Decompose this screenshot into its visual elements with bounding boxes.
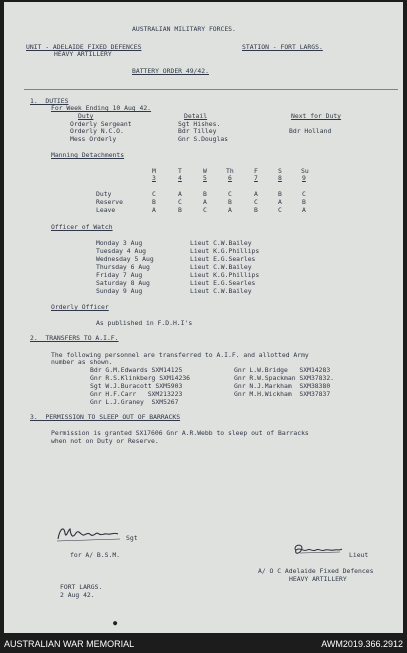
permission-line-1: Permission is granted SX17606 Gnr A.R.Webb to sleep out of Barracks	[51, 429, 309, 437]
date-header: 5	[203, 174, 207, 182]
manning-cell: B	[228, 198, 232, 206]
duty-detail: Bdr Tilley	[178, 127, 217, 135]
place: FORT LARGS.	[60, 583, 103, 591]
footer-accession: AWM2019.366.2912	[321, 639, 403, 649]
duty-name: Orderly Sergeant	[70, 120, 132, 128]
document-page	[4, 2, 403, 633]
orderly-officer-heading: Orderly Officer	[51, 303, 109, 311]
date-header: 8	[278, 174, 282, 182]
watch-officer: Lieut E.G.Searles	[190, 255, 256, 263]
manning-cell: B	[152, 198, 156, 206]
watch-day: Wednesday 5 Aug	[96, 255, 154, 263]
day-header: S	[278, 167, 282, 175]
day-header: M	[152, 167, 156, 175]
transfer-entry: Sgt W.J.Buracott SXM5903	[90, 382, 183, 390]
watch-officer: Lieut K.G.Phillips	[190, 271, 260, 279]
for-bsm-label: for A/ B.S.M.	[70, 551, 121, 559]
officer-signature	[290, 542, 346, 558]
watch-officer: Lieut C.W.Bailey	[190, 263, 252, 271]
manning-cell: B	[203, 190, 207, 198]
manning-row-label: Leave	[96, 206, 116, 214]
watch-officer: Lieut C.W.Bailey	[190, 239, 252, 247]
unit-line-2: HEAVY ARTILLERY	[54, 50, 112, 58]
ao-line-2: HEAVY ARTILLERY	[289, 575, 347, 583]
manning-row-label: Duty	[96, 190, 112, 198]
watch-heading: Officer of Watch	[51, 223, 113, 231]
manning-cell: C	[278, 206, 282, 214]
permission-line-2: when not on Duty or Reserve.	[51, 437, 159, 445]
date-header: 3	[152, 174, 156, 182]
manning-heading: Manning Detachments	[51, 151, 125, 159]
col-next: Next for Duty	[291, 112, 342, 120]
footer-source: AUSTRALIAN WAR MEMORIAL	[4, 639, 135, 649]
watch-day: Monday 3 Aug	[96, 239, 143, 247]
date-header: 4	[178, 174, 182, 182]
hole-punch-mark: ●	[113, 619, 118, 627]
watch-day: Thursday 6 Aug	[96, 263, 150, 271]
duties-heading: 1. DUTIES	[30, 97, 69, 105]
day-header: W	[203, 167, 207, 175]
transfer-entry: Gnr R.S.Klinkberg SXM14236	[90, 374, 191, 382]
manning-cell: A	[278, 198, 282, 206]
manning-cell: A	[203, 198, 207, 206]
transfer-entry: Bdr G.M.Edwards SXM14125	[90, 366, 183, 374]
date-header: 9	[302, 174, 306, 182]
col-duty: Duty	[78, 112, 94, 120]
transfers-intro-2: number as shown.	[51, 358, 113, 366]
manning-cell: C	[228, 190, 232, 198]
duty-detail: Gnr S.Douglas	[178, 135, 229, 143]
day-header: T	[178, 167, 182, 175]
date-header: 7	[254, 174, 258, 182]
station-label: STATION - FORT LARGS.	[242, 43, 323, 51]
watch-day: Tuesday 4 Aug	[96, 247, 147, 255]
orderly-officer-text: As published in F.D.H.I's	[96, 319, 193, 327]
duty-detail: Sgt Hishes.	[178, 120, 221, 128]
footer-bar	[0, 633, 407, 653]
date-header: 6	[228, 174, 232, 182]
watch-officer: Lieut E.G.Searles	[190, 279, 256, 287]
watch-day: Sunday 9 Aug	[96, 287, 143, 295]
date: 2 Aug 42.	[60, 591, 95, 599]
duty-name: Mess Orderly	[70, 135, 117, 143]
divider	[24, 89, 398, 90]
manning-cell: B	[278, 190, 282, 198]
transfers-intro-1: The following personnel are transferred to A.I.F. and allotted Army	[51, 351, 309, 359]
battery-order-title: BATTERY ORDER 49/42.	[132, 67, 209, 75]
manning-cell: C	[152, 190, 156, 198]
transfer-entry: Gnr M.H.Wickham SXM37837	[234, 390, 331, 398]
week-ending: For Week Ending 10 Aug 42.	[51, 104, 152, 112]
day-header: F	[254, 167, 258, 175]
manning-row-label: Reserve	[96, 198, 123, 206]
manning-cell: B	[254, 206, 258, 214]
watch-day: Saturday 8 Aug	[96, 279, 150, 287]
permission-heading: 3. PERMISSION TO SLEEP OUT OF BARRACKS	[30, 413, 181, 421]
manning-cell: A	[254, 190, 258, 198]
manning-cell: A	[302, 206, 306, 214]
watch-officer: Lieut C.W.Bailey	[190, 287, 252, 295]
bsm-signature	[54, 524, 126, 544]
transfer-entry: Gnr H.F.Carr SXM213223	[90, 390, 183, 398]
manning-cell: A	[228, 206, 232, 214]
duty-next: Bdr Holland	[289, 127, 332, 135]
col-detail: Detail	[184, 112, 208, 120]
ao-line-1: A/ O C Adelaide Fixed Defences	[258, 567, 374, 575]
duty-name: Orderly N.C.O.	[70, 127, 124, 135]
manning-cell: C	[302, 190, 306, 198]
transfer-entry: Gnr N.J.Markham SXM38380	[234, 382, 331, 390]
transfers-heading: 2. TRANSFERS TO A.I.F.	[30, 334, 119, 342]
manning-cell: C	[203, 206, 207, 214]
unit-line-1: UNIT - ADELAIDE FIXED DEFENCES	[26, 43, 142, 51]
watch-day: Friday 7 Aug	[96, 271, 143, 279]
manning-cell: B	[178, 206, 182, 214]
org-title: AUSTRALIAN MILITARY FORCES.	[132, 25, 236, 33]
manning-cell: C	[178, 198, 182, 206]
day-header: Su	[301, 167, 309, 175]
manning-cell: A	[178, 190, 182, 198]
watch-officer: Lieut K.G.Phillips	[190, 247, 260, 255]
manning-cell: A	[152, 206, 156, 214]
day-header: Th	[226, 167, 234, 175]
lieut-label: Lieut	[349, 551, 369, 559]
sgt-label: Sgt	[126, 534, 138, 542]
manning-cell: C	[254, 198, 258, 206]
transfer-entry: Gnr L.W.Bridge SXM14283	[234, 366, 331, 374]
transfer-entry: Gnr L.J.Graney SXM5267	[90, 398, 179, 406]
manning-cell: B	[302, 198, 306, 206]
transfer-entry: Gnr R.W.Spackman SXM37832.	[234, 374, 335, 382]
